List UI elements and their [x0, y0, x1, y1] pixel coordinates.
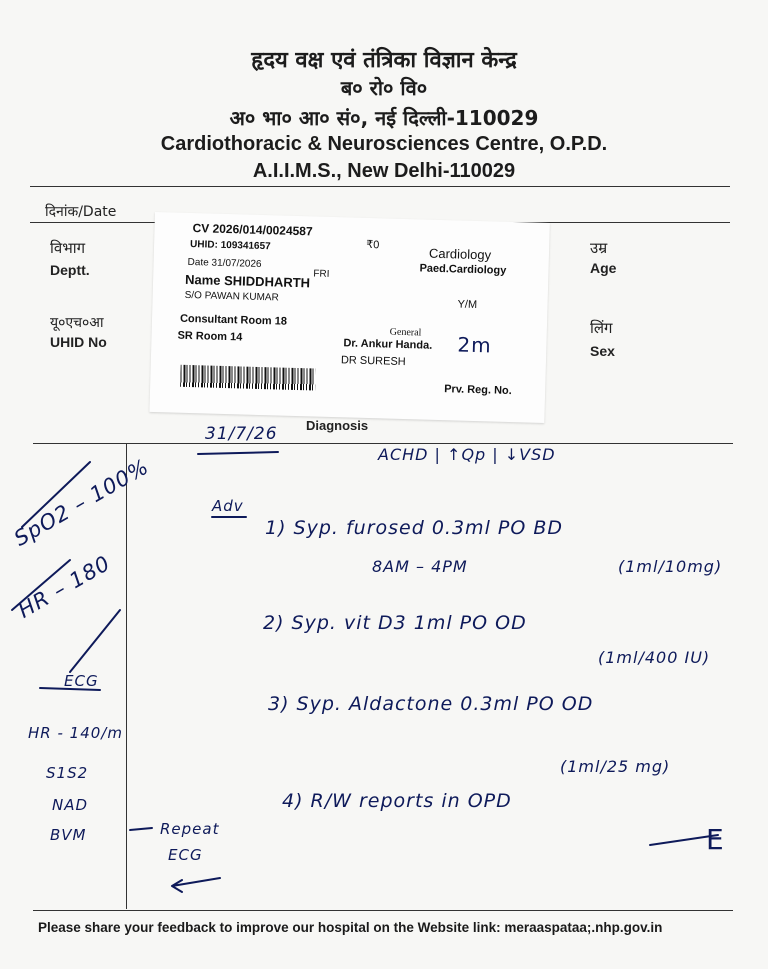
age-label: Age	[590, 260, 617, 276]
repeat-arrow	[130, 828, 152, 830]
header-english-title: Cardiothoracic & Neurosciences Centre, O.P.D.	[160, 133, 608, 155]
heart-rate-note: HR – 180	[14, 550, 115, 623]
prescription-2: 2) Syp. vit D3 1ml PO OD	[263, 612, 527, 634]
slip-relation: S/O PAWAN KUMAR	[184, 289, 279, 304]
dept-label: Deptt.	[50, 262, 90, 278]
sex-label-hindi: लिंग	[590, 319, 613, 337]
slip-date: Date 31/07/2026	[187, 256, 262, 270]
margin-slash-2	[12, 560, 70, 610]
prescription-4: 4) R/W reports in OPD	[282, 790, 512, 812]
header-hindi-title: हृदय वक्ष एवं तंत्रिका विज्ञान केन्द्र	[251, 48, 517, 73]
age-value: 2m	[457, 332, 492, 358]
slip-cv-number: CV 2026/014/0024587	[192, 221, 313, 239]
ecg-bvm: BVM	[50, 826, 87, 844]
advice-heading: Adv	[212, 497, 244, 515]
slip-category: General	[389, 326, 422, 339]
slip-uhid: UHID: 109341657	[189, 238, 271, 253]
prescription-1: 1) Syp. furosed 0.3ml PO BD	[265, 517, 564, 539]
slip-doctor-secondary: DR SURESH	[340, 354, 406, 369]
uhid-label-hindi: यू०एच०आ	[50, 315, 104, 331]
ecg-heading: ECG	[64, 672, 99, 690]
slip-patient-name: Name SHIDDHARTH	[184, 271, 311, 291]
slip-fee: ₹0	[365, 238, 380, 252]
date-underline	[198, 452, 278, 454]
date-label: दिनांक/Date	[45, 204, 117, 220]
ecg-s1s2: S1S2	[46, 764, 89, 782]
diagnosis-label: Diagnosis	[306, 418, 369, 433]
margin-slash-3	[70, 610, 120, 672]
header-hindi-address: अ० भा० आ० सं०, नई दिल्ली-110029	[229, 106, 539, 130]
ecg-underline	[40, 688, 100, 690]
prescription-3: 3) Syp. Aldactone 0.3ml PO OD	[268, 693, 594, 715]
slip-age-unit: Y/M	[457, 298, 478, 312]
spo2-note: SpO2 – 100%	[10, 454, 154, 551]
slip-prv-reg: Prv. Reg. No.	[443, 383, 512, 398]
repeat-ecg-note: ECG	[168, 846, 203, 864]
age-label-hindi: उम्र	[590, 239, 608, 257]
repeat-note: Repeat	[160, 820, 220, 838]
visit-date: 31/7/26	[205, 424, 278, 444]
slip-sr-room: SR Room 14	[177, 329, 243, 344]
header-english-address: A.I.I.M.S., New Delhi-110029	[252, 160, 516, 182]
uhid-label: UHID No	[50, 334, 107, 350]
ecg-nad: NAD	[52, 796, 89, 814]
slip-day: FRI	[313, 268, 330, 280]
prescription-1-time: 8AM – 4PM	[372, 557, 468, 576]
doctor-signature: E	[706, 823, 725, 856]
prescription-3-concentration: (1ml/25 mg)	[560, 757, 671, 776]
slip-department: Cardiology	[428, 245, 492, 263]
feedback-footer: Please share your feedback to improve our hospital on the Website link: meraaspataa;.nhp.gov.in	[38, 920, 663, 935]
prescription-1-concentration: (1ml/10mg)	[618, 557, 723, 576]
slip-doctor-primary: Dr. Ankur Handa.	[343, 337, 433, 352]
slip-subdepartment: Paed.Cardiology	[419, 262, 507, 277]
dept-label-hindi: विभाग	[50, 239, 86, 257]
sex-label: Sex	[590, 343, 615, 359]
slip-consultant-room: Consultant Room 18	[179, 312, 288, 328]
repeat-arrow-bottom	[172, 878, 220, 892]
ecg-heart-rate: HR - 140/m	[28, 724, 123, 742]
header-hindi-subtitle: ब० रो० वि०	[340, 76, 428, 100]
margin-slash-1	[22, 462, 90, 527]
signature-stroke	[650, 835, 718, 845]
diagnosis-text: ACHD | ↑Qp | ↓VSD	[378, 445, 556, 464]
prescription-2-concentration: (1ml/400 IU)	[598, 648, 711, 667]
